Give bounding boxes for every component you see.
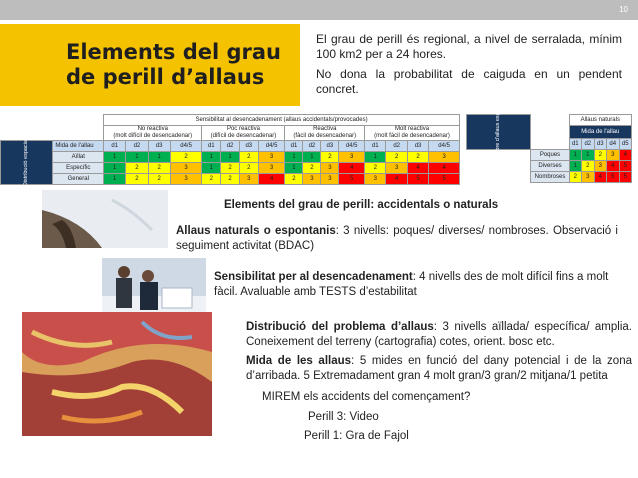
table-row: [1, 174, 460, 185]
danger-cell: 1: [582, 150, 594, 161]
danger-cell: 2: [365, 163, 386, 174]
row-label: Aïllat: [53, 152, 104, 163]
row-label: General: [53, 174, 104, 185]
danger-cell: 2: [148, 163, 170, 174]
danger-cell: 2: [386, 152, 407, 163]
danger-cell: 2: [594, 150, 606, 161]
size-col-header: d4/5: [258, 141, 285, 152]
danger-cell: 3: [170, 174, 202, 185]
danger-cell: 4: [386, 174, 407, 185]
page-number: 10: [619, 5, 628, 14]
size-col-header: d3: [239, 141, 258, 152]
size-col-header: d4/5: [170, 141, 202, 152]
danger-cell: 1: [104, 174, 126, 185]
danger-cell: 2: [148, 174, 170, 185]
group-header: Poc reactiva (difícil de desencadenar): [202, 126, 285, 141]
danger-cell: 3: [339, 152, 365, 163]
table-row: [467, 150, 632, 161]
link-accidents[interactable]: MIREM els accidents del començament?: [262, 391, 471, 403]
size-label: Mida de l'allau: [53, 141, 104, 152]
link-gra-de-fajol[interactable]: Perill 1: Gra de Fajol: [304, 430, 409, 442]
size-col-header: d3: [594, 139, 606, 150]
danger-cell: 4: [607, 161, 619, 172]
danger-cell: 3: [321, 163, 339, 174]
danger-cell: 2: [239, 152, 258, 163]
danger-cell: 1: [126, 152, 148, 163]
danger-cell: 3: [365, 174, 386, 185]
danger-cell: 1: [285, 152, 303, 163]
paragraph-natural: Allaus naturals o espontanis: 3 nivells: poques/ diverses/ nombroses. Observació i seguiment activitat (BDAC): [176, 225, 618, 252]
danger-cell: 1: [148, 152, 170, 163]
danger-cell: 5: [429, 174, 460, 185]
danger-cell: 4: [339, 163, 365, 174]
danger-cell: 2: [170, 152, 202, 163]
danger-cell: 1: [221, 152, 240, 163]
table-row: [467, 161, 632, 172]
danger-cell: 3: [239, 174, 258, 185]
danger-cell: 4: [429, 163, 460, 174]
size-col-header: d1: [365, 141, 386, 152]
paragraph-size: Mida de les allaus: 5 mides en funció del dany potencial i de la zona d’arribada. 5 Extremadament gran 4 molt gran/3 gran/2 mitjana/1 petita: [246, 355, 632, 382]
size-col-header: d1: [202, 141, 221, 152]
danger-cell: 3: [258, 152, 285, 163]
side-label: Nombre d'allaus esperat: [467, 115, 531, 150]
section-subtitle: Elements del grau de perill: accidentals o naturals: [224, 199, 499, 211]
page-title: Elements del grau de perill d’allaus: [66, 40, 282, 89]
sensitivity-table: [0, 114, 460, 185]
row-label: Diverses: [531, 161, 569, 172]
danger-cell: 1: [569, 161, 581, 172]
danger-cell: 1: [104, 163, 126, 174]
danger-cell: 5: [607, 172, 619, 183]
group-header: Reactiva (fàcil de desencadenar): [285, 126, 365, 141]
danger-cell: 5: [407, 174, 428, 185]
danger-cell: 2: [285, 174, 303, 185]
danger-cell: 2: [126, 163, 148, 174]
danger-cell: 3: [303, 174, 321, 185]
danger-cell: 4: [594, 172, 606, 183]
danger-cell: 3: [258, 163, 285, 174]
intro-line: No dona la probabilitat de caiguda en un pendent concret.: [316, 67, 622, 96]
size-label: Mida de l'allau: [569, 126, 631, 139]
danger-cell: 4: [258, 174, 285, 185]
danger-cell: 2: [202, 174, 221, 185]
size-col-header: d4: [607, 139, 619, 150]
table-row: [467, 172, 632, 183]
danger-cell: 4: [407, 163, 428, 174]
size-col-header: d2: [303, 141, 321, 152]
danger-cell: 1: [202, 152, 221, 163]
danger-cell: 5: [619, 161, 632, 172]
danger-cell: 2: [303, 163, 321, 174]
intro-line: El grau de perill és regional, a nivel de serralada, mínim 100 km2 per a 24 hores.: [316, 32, 622, 61]
danger-cell: 1: [365, 152, 386, 163]
danger-cell: 2: [221, 163, 240, 174]
size-col-header: d1: [569, 139, 581, 150]
danger-cell: 1: [202, 163, 221, 174]
table-row: [1, 152, 460, 163]
danger-cell: 3: [321, 174, 339, 185]
danger-cell: 2: [569, 172, 581, 183]
paragraph-distribution: Distribució del problema d’allaus: 3 nivells aïllada/ específica/ amplia. Coneixement del terreny (cartografia) cotes, orient. bosc etc.: [246, 321, 632, 348]
snow-slope-photo: [42, 190, 168, 248]
danger-cell: 5: [619, 172, 632, 183]
size-col-header: d2: [221, 141, 240, 152]
terrain-map-photo: [22, 312, 212, 436]
danger-cell: 3: [607, 150, 619, 161]
group-header: No reactiva (molt difícil de desencadenar): [104, 126, 202, 141]
danger-cell: 1: [285, 163, 303, 174]
row-label: Poques: [531, 150, 569, 161]
danger-cell: 3: [170, 163, 202, 174]
size-col-header: d1: [104, 141, 126, 152]
table2-caption: Allaus naturals: [569, 115, 631, 126]
snow-test-photo: [102, 258, 206, 318]
danger-cell: 3: [429, 152, 460, 163]
top-bar: [0, 0, 638, 20]
size-col-header: d1: [285, 141, 303, 152]
title-band: [0, 24, 300, 106]
danger-cell: 2: [126, 174, 148, 185]
size-col-header: d2: [582, 139, 594, 150]
natural-avalanche-table: [466, 102, 632, 183]
danger-cell: 2: [221, 174, 240, 185]
group-header: Molt reactiva (molt fàcil de desencadenar): [365, 126, 460, 141]
danger-cell: 2: [239, 163, 258, 174]
row-label: Específic: [53, 163, 104, 174]
danger-cell: 5: [339, 174, 365, 185]
danger-cell: 1: [569, 150, 581, 161]
danger-cell: 1: [303, 152, 321, 163]
size-col-header: d3: [321, 141, 339, 152]
danger-cell: 3: [386, 163, 407, 174]
size-col-header: d2: [386, 141, 407, 152]
danger-cell: 2: [407, 152, 428, 163]
danger-cell: 2: [582, 161, 594, 172]
danger-cell: 2: [321, 152, 339, 163]
danger-cell: 1: [104, 152, 126, 163]
danger-cell: 4: [619, 150, 632, 161]
side-label: Distribució espacial: [1, 141, 53, 185]
size-col-header: d3: [407, 141, 428, 152]
table1-caption: Sensibilitat al desencadenament (allaus accidentals/provocades): [104, 115, 460, 126]
size-col-header: d4/5: [429, 141, 460, 152]
row-label: Nombroses: [531, 172, 569, 183]
size-col-header: d4/5: [339, 141, 365, 152]
size-col-header: d5: [619, 139, 632, 150]
size-col-header: d3: [148, 141, 170, 152]
link-video[interactable]: Perill 3: Video: [308, 411, 379, 423]
size-col-header: d2: [126, 141, 148, 152]
danger-cell: 3: [582, 172, 594, 183]
danger-cell: 3: [594, 161, 606, 172]
paragraph-sensitivity: Sensibilitat per al desencadenament: 4 nivells des de molt difícil fins a molt fàcil. Avaluable amb TESTS d’estabilitat: [214, 271, 609, 298]
intro-text: [316, 32, 622, 102]
table-row: [1, 163, 460, 174]
